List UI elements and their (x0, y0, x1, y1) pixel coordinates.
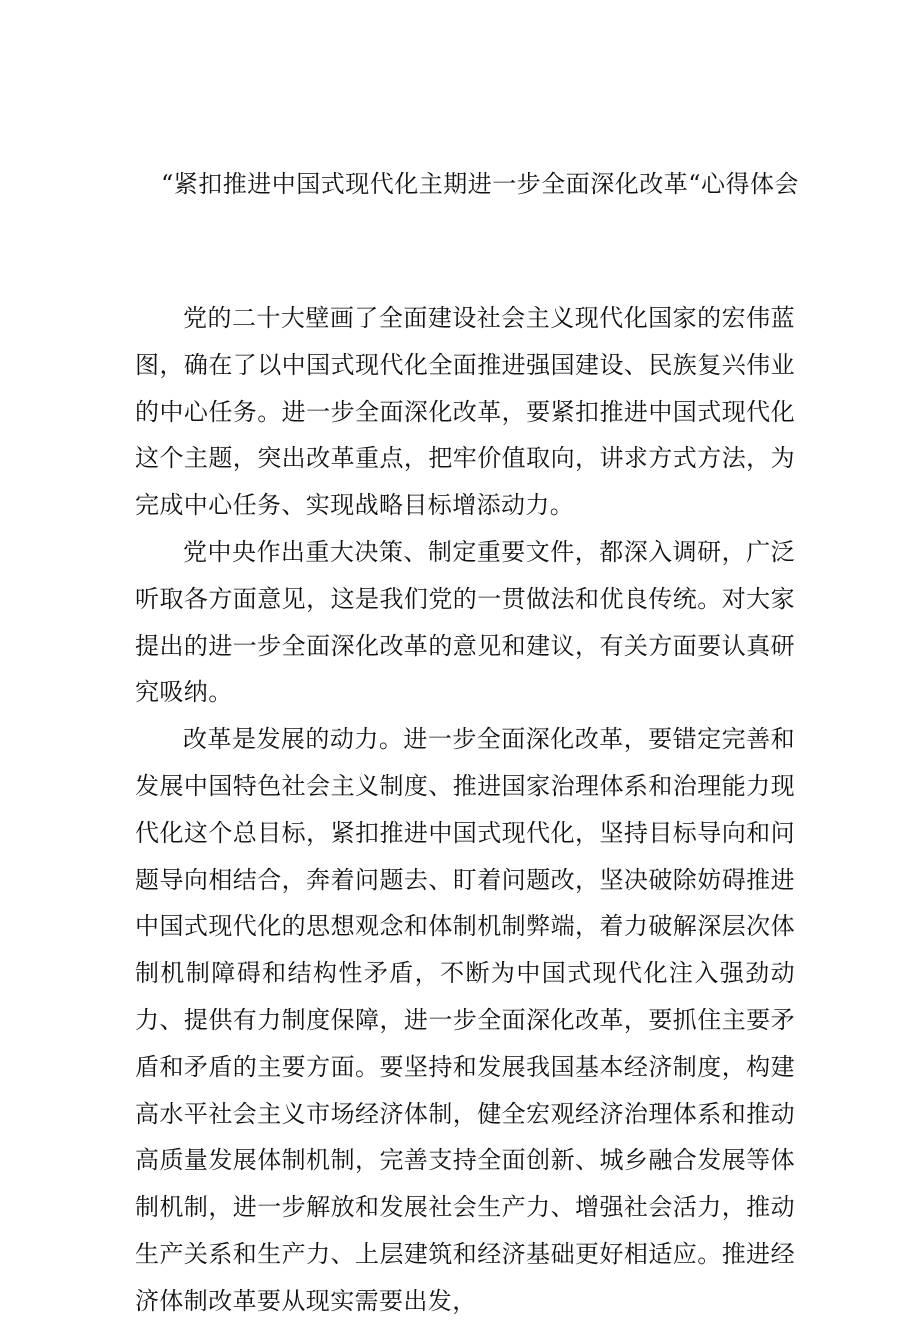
paragraph-2: 党中央作出重大决策、制定重要文件，都深入调研，广泛听取各方面意见，这是我们党的一贯做法和优良传统。对大家提出的进一步全面深化改革的意见和建议，有关方面要认真研究吸纳。 (135, 537, 795, 707)
paragraph-1: 党的二十大壁画了全面建设社会主义现代化国家的宏伟蓝图，确在了以中国式现代化全面推进强国建设、民族复兴伟业的中心任务。进一步全面深化改革，要紧扣推进中国式现代化这个主题，突出改革重点，把牢价值取向，讲求方式方法，为完成中心任务、实现战略目标增添动力。 (135, 304, 795, 520)
document-body (135, 295, 795, 1325)
paragraph-3: 改革是发展的动力。进一步全面深化改革，要错定完善和发展中国特色社会主义制度、推进国家治理体系和治理能力现代化这个总目标，紧扣推进中国式现代化，坚持目标导向和问题导向相结合，奔着问题去、盯着问题改，坚决破除妨碍推进中国式现代化的思想观念和体制机制弊端，着力破解深层次体制机制障碍和结构性矛盾，不断为中国式现代化注入强劲动力、提供有力制度保障，进一步全面深化改革，要抓住主要矛盾和矛盾的主要方面。要坚持和发展我国基本经济制度，构建高水平社会主义市场经济体制，健全宏观经济治理体系和推动高质量发展体制机制，完善支持全面创新、城乡融合发展等体制机制，进一步解放和发展社会生产力、增强社会活力，推动生产关系和生产力、上层建筑和经济基础更好相适应。推进经济体制改革要从现实需要出发， (135, 725, 795, 1315)
document-title: “紧扣推进中国式现代化主期进一步全面深化改革“心得体会 (160, 170, 800, 198)
